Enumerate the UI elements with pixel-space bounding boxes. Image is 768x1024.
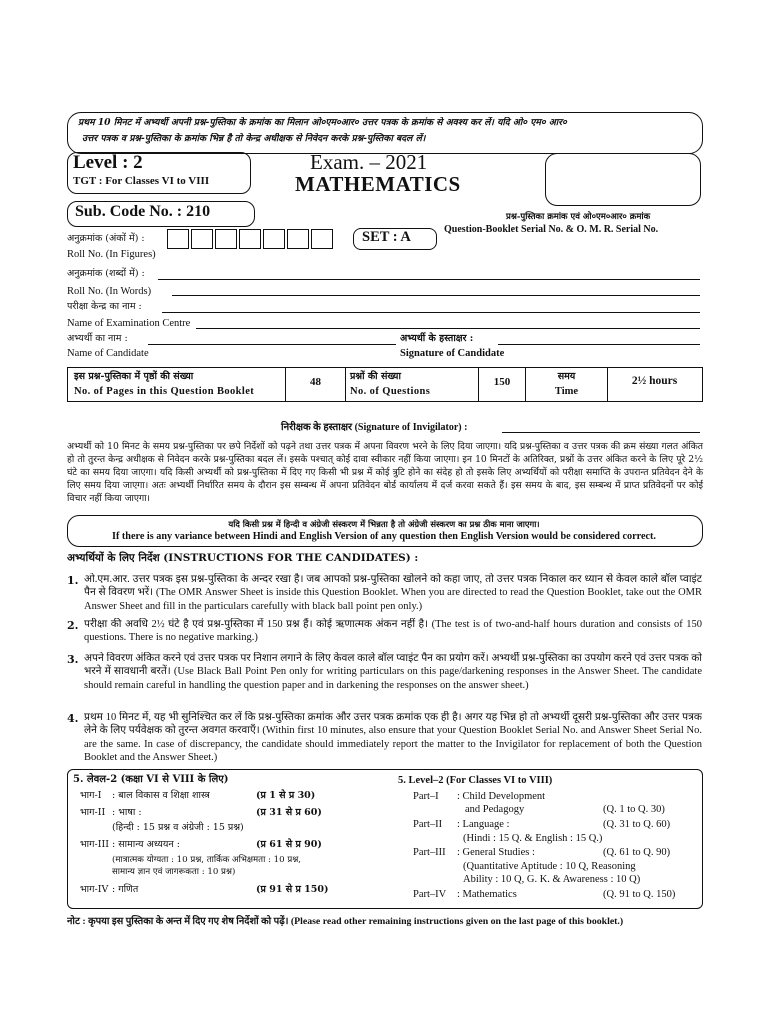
level-en-part: Part–III — [413, 847, 446, 858]
instructions-heading: अभ्यर्थियों के लिए निर्देश (INSTRUCTIONS FOR THE CANDIDATES) : — [67, 552, 419, 564]
roll-digit-box-5[interactable] — [263, 229, 285, 249]
level-en-heading: 5. Level–2 (For Classes VI to VIII) — [398, 775, 553, 786]
instruction-number: 3. — [67, 653, 79, 666]
level-en-part: Part–IV — [413, 889, 447, 900]
variance-hi: यदि किसी प्रश्न में हिन्दी व अंग्रेजी संस्करण में भिन्नता है तो अंग्रेजी संस्करण का प्रश्न ठीक माना जाएगा। — [228, 519, 540, 529]
level-en-name: (Hindi : 15 Q. & English : 15 Q.) — [463, 833, 603, 844]
serial-label-en: Question-Booklet Serial No. & O. M. R. Serial No. — [444, 224, 659, 235]
level-en-range: (Q. 91 to Q. 150) — [603, 889, 676, 900]
level-hi-name: (हिन्दी : 15 प्रश्न व अंग्रेजी : 15 प्रश्न) — [112, 822, 244, 833]
footer-note: नोट : कृपया इस पुस्तिका के अन्त में दिए गए शेष निर्देशों को पढ़ें। (Please read other remaining instructions given on the last page of this booklet.) — [67, 916, 624, 927]
roll-digit-box-7[interactable] — [311, 229, 333, 249]
pages-value: 48 — [310, 376, 321, 388]
centre-line[interactable] — [162, 312, 700, 313]
sub-code: Sub. Code No. : 210 — [75, 203, 211, 220]
roll-digit-box-2[interactable] — [191, 229, 213, 249]
level-hi-part: भाग-I — [80, 790, 102, 801]
roll-digit-box-4[interactable] — [239, 229, 261, 249]
info-table-divider — [345, 367, 346, 401]
instruction-2: परीक्षा की अवधि 2½ घंटे है एवं प्रश्न-पुस्तिका में 150 प्रश्न हैं। कोई ऋणात्मक अंकन नहीं है। (The test is of two-and-half hours duration and consists of 150 questions. There is no negative marking.) — [84, 619, 702, 644]
level-hi-part: भाग-II — [80, 807, 106, 818]
pages-label-hi: इस प्रश्न-पुस्तिका में पृष्ठों की संख्या — [74, 371, 194, 382]
level-en-name: (Quantitative Aptitude : 10 Q, Reasoning — [463, 861, 636, 872]
level-hi-range: (प्र 91 से प्र 150) — [256, 884, 329, 895]
roll-words-label-hi: अनुक्रमांक (शब्दों में) : — [67, 268, 145, 279]
roll-words-label-en: Roll No. (In Words) — [67, 286, 152, 297]
level-en-range: (Q. 31 to Q. 60) — [603, 819, 671, 830]
level-en-name: : General Studies : — [457, 847, 535, 858]
serial-label-hi: प्रश्न-पुस्तिका क्रमांक एवं ओ०एम०आर० क्रमांक — [506, 212, 651, 222]
pages-label-en: No. of Pages in this Question Booklet — [74, 386, 255, 397]
roll-fig-label-hi: अनुक्रमांक (अंकों में) : — [67, 233, 145, 244]
time-label-hi: समय — [557, 371, 576, 382]
instruction-3: अपने विवरण अंकित करने एवं उत्तर पत्रक पर निशान लगाने के लिए केवल काले बॉल प्वाइंट पैन का प्रयोग करें। अभ्यर्थी प्रश्न-पुस्तिका का उपयोग करने एवं उत्तर पत्रक को भरने में सावधानी बरतें। (Use Black Ball Point Pen only for writing particulars on this page/darkening responses in the Answer Sheet. The candidate should remain careful in handling the question paper and in darkening the responses on the answer sheet.) — [84, 653, 702, 691]
level-en-name: : Child Development — [457, 791, 546, 802]
signature-line[interactable] — [498, 344, 700, 345]
level-subtitle: TGT : For Classes VI to VIII — [73, 175, 210, 187]
signature-label-en: Signature of Candidate — [400, 348, 505, 359]
time-label-en: Time — [554, 386, 579, 397]
level-hi-name: सामान्य ज्ञान एवं जागरूकता : 10 प्रश्न) — [112, 867, 236, 877]
level-hi-range: (प्र 61 से प्र 90) — [256, 839, 322, 850]
hindi-instruction-paragraph: अभ्यर्थी को 10 मिनट के समय प्रश्न-पुस्तिका पर छपे निर्देशों को पढ़ने तथा उत्तर पत्रक में अपना विवरण भरने के लिए दिया जाएगा। यदि प्रश्न-पुस्तिका व उत्तर पत्रक की क्रम संख्या गलत अंकित हो तो तुरन्त केन्द्र अधीक्षक से निवेदन करके प्रश्न-पुस्तिका बदल लें। इसके पश्चात् कोई दावा स्वीकार नहीं किया जाएगा। इन 10 मिनटों के अतिरिक्त, प्रश्नों के उत्तर अंकित करने के लिए पूरे 2½ घंटे का समय दिया जाएगा। यदि किसी अभ्यर्थी को प्रश्न-पुस्तिका में दिए गए किसी भी प्रश्न में कोई त्रुटि होने का संदेह हो तो इसके लिए अभ्यर्थियों को परीक्षा समाप्ति के उपरान्त प्रतिवेदन देने के लिए समय दिया जाएगा। अतः अभ्यर्थी निर्धारित समय के दौरान इस सम्बन्ध में अपना प्रतिवेदन बोर्ड कार्यालय में दर्ज करवा सकते हैं। इस समय के बाद, इस सम्बन्ध में प्राप्त प्रतिवेदनों पर कोई विचार नहीं किया जाएगा। — [67, 441, 703, 504]
level-hi-part: भाग-III — [80, 839, 109, 850]
level-en-range: (Q. 1 to Q. 30) — [603, 804, 665, 815]
roll-words-line-2[interactable] — [172, 295, 700, 296]
invigilator-line[interactable] — [502, 432, 700, 433]
centre-line-2[interactable] — [196, 328, 700, 329]
level-hi-range: (प्र 31 से प्र 60) — [256, 807, 322, 818]
roll-words-line[interactable] — [158, 279, 700, 280]
candidate-label-en: Name of Candidate — [67, 348, 149, 359]
exam-subject: MATHEMATICS — [295, 172, 461, 196]
serial-number-box[interactable] — [545, 153, 701, 206]
questions-label-en: No. of Questions — [350, 386, 431, 397]
roll-fig-label-en: Roll No. (In Figures) — [67, 249, 156, 260]
level-hi-part: भाग-IV — [80, 884, 109, 895]
level-en-range: (Q. 61 to Q. 90) — [603, 847, 671, 858]
level-en-part: Part–I — [413, 791, 439, 802]
exam-title: Exam. – 2021 — [310, 150, 428, 174]
centre-label-en: Name of Examination Centre — [67, 318, 191, 329]
signature-label-hi: अभ्यर्थी के हस्ताक्षर : — [400, 333, 474, 344]
roll-digit-box-3[interactable] — [215, 229, 237, 249]
top-notice-line2: उत्तर पत्रक व प्रश्न-पुस्तिका के क्रमांक भिन्न है तो केन्द्र अधीक्षक से निवेदन करके प्रश्न-पुस्तिका बदल लें। — [82, 133, 426, 144]
level-title: Level : 2 — [73, 152, 143, 173]
candidate-label-hi: अभ्यर्थी का नाम : — [67, 333, 128, 344]
centre-label-hi: परीक्षा केन्द्र का नाम : — [67, 301, 142, 312]
instruction-4: प्रथम 10 मिनट में, यह भी सुनिश्चित कर लें कि प्रश्न-पुस्तिका क्रमांक और उत्तर पत्रक क्रमांक एक ही है। अगर यह भिन्न हो तो अभ्यर्थी दूसरी प्रश्न-पुस्तिका और उत्तर पत्रक लेने के लिए पर्यवेक्षक को तुरन्त अवगत करवाएँ। (Within first 10 minutes, also ensure that your Question Booklet Serial No. and Answer Sheet Serial No. are the same. In case of discrepancy, the candidate should immediately report the matter to the Invigilator for replacement of both the Question Booklet and the Answer Sheet.) — [84, 712, 702, 763]
roll-digit-box-1[interactable] — [167, 229, 189, 249]
level-hi-name: : गणित — [112, 884, 139, 895]
level-en-name: : Mathematics — [457, 889, 517, 900]
set-label: SET : A — [362, 229, 411, 245]
top-notice-line1: प्रथम 10 मिनट में अभ्यर्थी अपनी प्रश्न-पुस्तिका के क्रमांक का मिलान ओ०एम०आर० उत्तर पत्रक के क्रमांक से अवश्य कर लें। यदि ओ० एम० आर० — [78, 117, 567, 128]
candidate-line[interactable] — [148, 344, 396, 345]
questions-value: 150 — [493, 376, 511, 388]
level-en-name: Ability : 10 Q, G. K. & Awareness : 10 Q) — [463, 874, 641, 885]
level-en-name: and Pedagogy — [465, 804, 525, 815]
instruction-number: 2. — [67, 619, 79, 632]
roll-digit-box-6[interactable] — [287, 229, 309, 249]
level-hi-range: (प्र 1 से प्र 30) — [256, 790, 316, 801]
time-value: 2½ hours — [631, 375, 678, 387]
level-en-name: : Language : — [457, 819, 510, 830]
variance-en: If there is any variance between Hindi and English Version of any question then English Version would be considered correct. — [112, 531, 656, 542]
level-hi-name: : भाषा : — [112, 807, 142, 818]
instruction-1: ओ.एम.आर. उत्तर पत्रक इस प्रश्न-पुस्तिका के अन्दर रखा है। जब आपको प्रश्न-पुस्तिका खोलने को कहा जाए, तो उत्तर पत्रक निकाल कर ध्यान से केवल काले बॉल प्वाइंट पैन से विवरण भरें। (The OMR Answer Sheet is inside this Question Booklet. When you are directed to read the Question Booklet, take out the OMR Answer Sheet and fill in the particulars carefully with black ball point pen only.) — [84, 574, 702, 612]
level-hi-name: : बाल विकास व शिक्षा शास्त्र — [112, 790, 210, 801]
level-hi-name: : सामान्य अध्ययन : — [112, 839, 180, 850]
level-hi-heading: 5. लेवल-2 (कक्षा VI से VIII के लिए) — [73, 774, 229, 785]
level-hi-name: (मात्रात्मक योग्यता : 10 प्रश्न, तार्किक अभिक्षमता : 10 प्रश्न, — [112, 855, 302, 865]
level-en-part: Part–II — [413, 819, 443, 830]
instruction-number: 4. — [67, 712, 79, 725]
questions-label-hi: प्रश्नों की संख्या — [350, 371, 401, 382]
invigilator-label: निरीक्षक के हस्ताक्षर (Signature of Invigilator) : — [281, 422, 468, 433]
instruction-number: 1. — [67, 574, 79, 587]
